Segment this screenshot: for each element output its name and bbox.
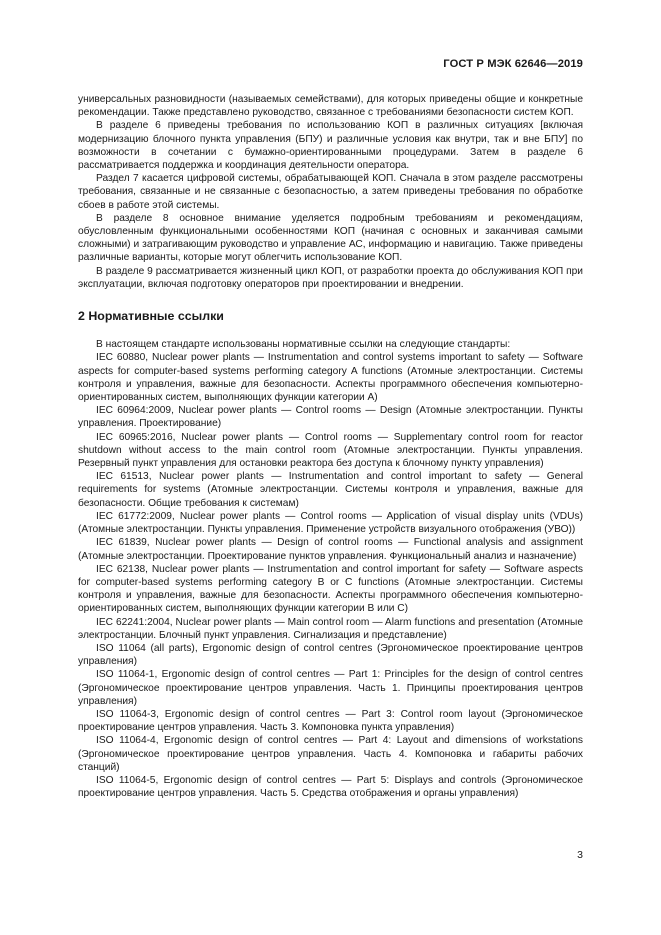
reference-item: IEC 60965:2016, Nuclear power plants — Control rooms — Supplementary control room for reactor shutdown without access to the main control room (Атомные электростанции. Пункты управления. Резервный пункт управления для остановки реактора без доступа к блочному пункту управления) bbox=[78, 431, 583, 470]
reference-item: IEC 61772:2009, Nuclear power plants — Control rooms — Application of visual display units (VDUs) (Атомные электростанции. Пункты управления. Применение устройств визуального отображения (УВО)) bbox=[78, 510, 583, 536]
reference-item: IEC 61839, Nuclear power plants — Design of control rooms — Functional analysis and assignment (Атомные электростанции. Проектирование пунктов управления. Функциональный анализ и назначение) bbox=[78, 537, 583, 562]
page-content bbox=[78, 93, 583, 800]
intro-paragraph: Раздел 7 касается цифровой системы, обрабатывающей КОП. Сначала в этом разделе рассмотрены требования, связанные и не связанные с безопасностью, а затем приведены требования по обработке сбоев в работе этой системы. bbox=[78, 173, 583, 211]
reference-item: ISO 11064-1, Ergonomic design of control centres — Part 1: Principles for the design of control centres (Эргономическое проектирование центров управления. Часть 1. Принципы проектирования центров управления) bbox=[78, 669, 583, 707]
reference-item: IEC 60964:2009, Nuclear power plants — Control rooms — Design (Атомные электростанции. Пункты управления. Проектирование) bbox=[78, 405, 583, 430]
reference-item: ISO 11064-4, Ergonomic design of control centres — Part 4: Layout and dimensions of workstations (Эргономическое проектирование центров управления. Часть 4. Компоновка и габариты рабочих станций) bbox=[78, 735, 583, 773]
intro-paragraph: В разделе 8 основное внимание уделяется подробным требованиям и рекомендациям, обусловленным функциональными особенностями КОП (начиная с основных и заканчивая самыми сложными) и затрагивающим руководство и управление АС, информацию и навигацию. Также приведены различные варианты, которые могут облегчить использование КОП. bbox=[78, 212, 583, 264]
reference-item: IEC 61513, Nuclear power plants — Instrumentation and control important to safety — General requirements for systems (Атомные электростанции. Системы контроля и управления, важные для безопасности. Общие требования к системам) bbox=[78, 471, 583, 509]
reference-item: ISO 11064-5, Ergonomic design of control centres — Part 5: Displays and controls (Эргономическое проектирование центров управления. Часть 5. Средства отображения и органы управления) bbox=[78, 774, 583, 800]
reference-item: ISO 11064-3, Ergonomic design of control centres — Part 3: Control room layout (Эргономическое проектирование центров управления. Часть 3. Компоновка пункта управления) bbox=[78, 708, 583, 734]
reference-item: IEC 62241:2004, Nuclear power plants — Main control room — Alarm functions and presentation (Атомные электростанции. Блочный пункт управления. Сигнализация и представление) bbox=[78, 616, 583, 641]
reference-item: IEC 62138, Nuclear power plants — Instrumentation and control important for safety — Software aspects for computer-based systems performing category B or C functions (Атомные электростанции. Системы контроля и управления, важные для безопасности. Аспекты программного обеспечения компьютерно-ориентированных систем, выполняющих функции категории В или С) bbox=[78, 563, 583, 615]
section-heading: 2 Нормативные ссылки bbox=[78, 309, 224, 324]
intro-paragraph: универсальных разновидности (называемых семействами), для которых приведены общие и конкретные рекомендации. Также представлено руководство, связанное с требованиями безопасности систем КОП. bbox=[78, 94, 583, 119]
intro-paragraph: В разделе 9 рассматривается жизненный цикл КОП, от разработки проекта до обслуживания КОП при эксплуатации, включая подготовку операторов при проектировании и внедрении. bbox=[78, 265, 583, 290]
reference-item: IEC 60880, Nuclear power plants — Instrumentation and control systems important to safety — Software aspects for computer-based systems performing category A functions (Атомные электростанции. Системы контроля и управления, важные для безопасности. Аспекты программного обеспечения компьютерно-ориентированных систем, выполняющих функции категории А) bbox=[78, 352, 583, 404]
standard-header: ГОСТ Р МЭК 62646—2019 bbox=[443, 58, 583, 70]
section-lead: В настоящем стандарте использованы нормативные ссылки на следующие стандарты: bbox=[96, 339, 511, 351]
reference-item: ISO 11064 (all parts), Ergonomic design of control centres (Эргономическое проектирование центров управления) bbox=[78, 642, 583, 668]
intro-paragraph: В разделе 6 приведены требования по использованию КОП в различных ситуациях [включая модернизацию блочного пункта управления (БПУ) и различные условия как внутри, так и вне БПУ] по возможности в сочетании с бумажно-ориентированными процедурами. Затем в разделе 6 рассматривается поддержка и координация деятельности оператора. bbox=[78, 120, 583, 172]
page-number: 3 bbox=[577, 849, 583, 861]
